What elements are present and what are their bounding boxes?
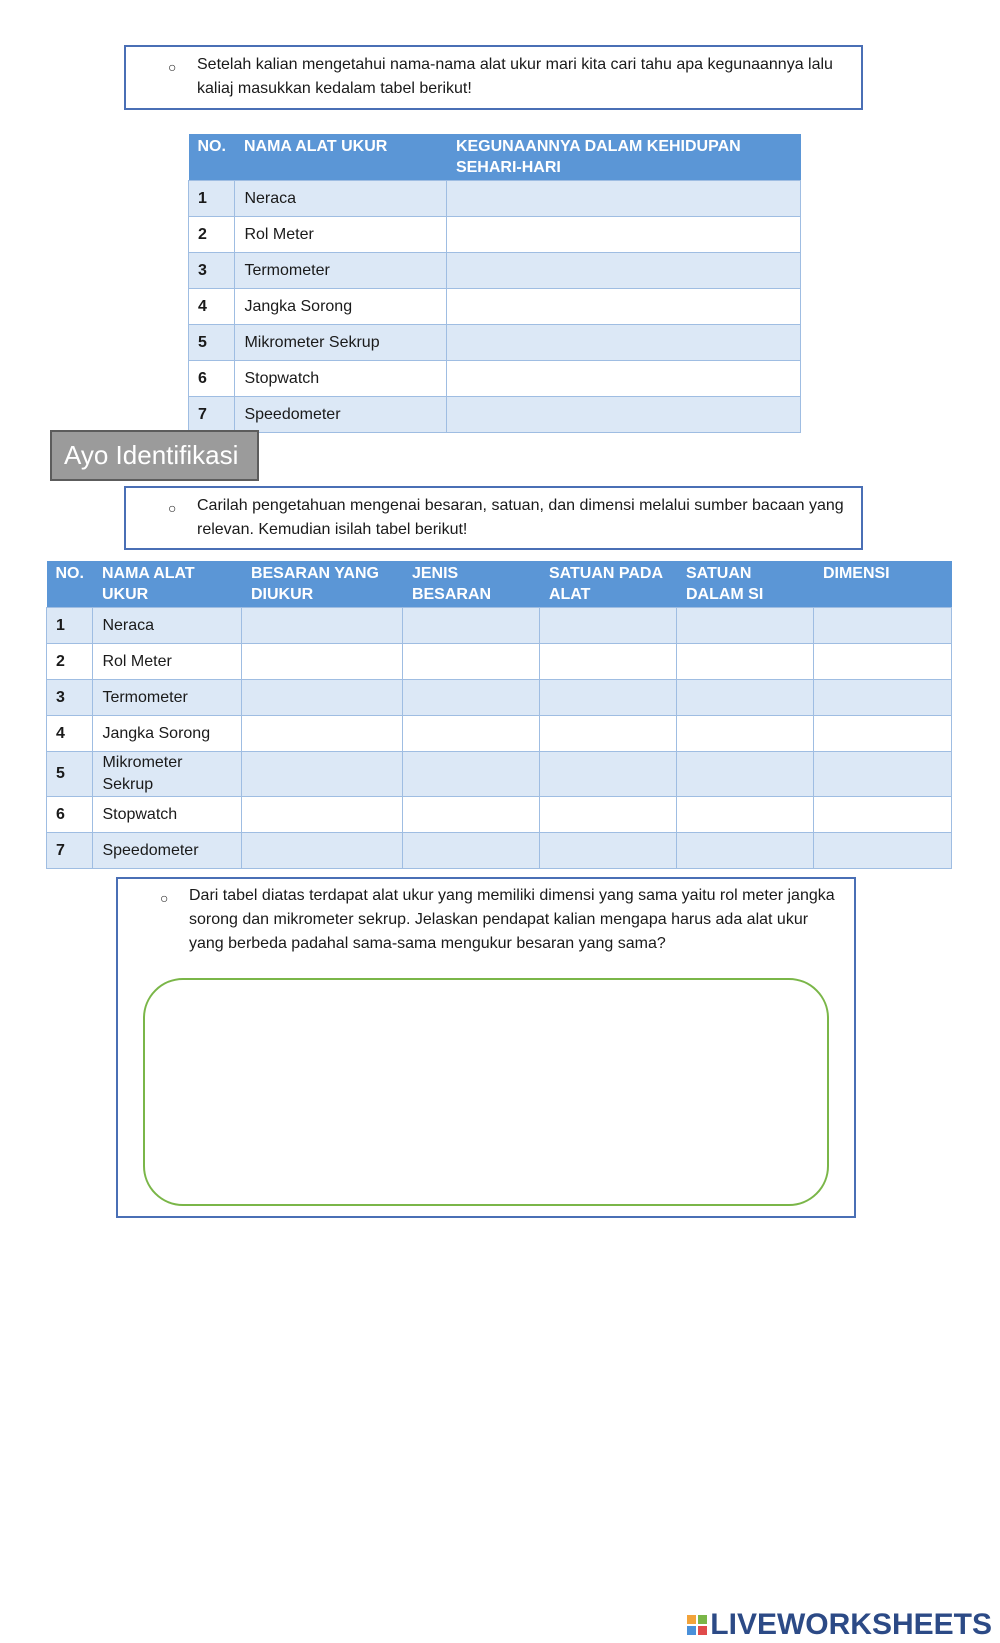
tool-name: Mikrometer Sekrup xyxy=(235,325,447,361)
unit-si-input[interactable] xyxy=(677,752,814,797)
usage-input[interactable] xyxy=(447,253,801,289)
quantity-type-input[interactable] xyxy=(403,797,540,833)
unit-si-input[interactable] xyxy=(677,644,814,680)
table-row xyxy=(47,608,952,644)
quantity-input[interactable] xyxy=(242,644,403,680)
table-row xyxy=(47,833,952,869)
bullet-icon: ○ xyxy=(168,59,177,75)
table-row xyxy=(189,217,801,253)
dimension-input[interactable] xyxy=(814,716,952,752)
dimension-input[interactable] xyxy=(814,797,952,833)
tool-name: Rol Meter xyxy=(235,217,447,253)
table-row xyxy=(189,361,801,397)
liveworksheets-logo xyxy=(687,1607,992,1643)
tool-name: Stopwatch xyxy=(93,797,242,833)
col-header-name: NAMA ALAT UKUR xyxy=(235,134,447,181)
table-row xyxy=(189,253,801,289)
dimension-input[interactable] xyxy=(814,644,952,680)
row-number: 4 xyxy=(189,289,235,325)
dimension-input[interactable] xyxy=(814,833,952,869)
row-number: 1 xyxy=(47,608,93,644)
quantity-input[interactable] xyxy=(242,680,403,716)
col-header-name: NAMA ALAT UKUR xyxy=(93,561,242,608)
tool-name: Jangka Sorong xyxy=(235,289,447,325)
table-row xyxy=(189,289,801,325)
section-title: Ayo Identifikasi xyxy=(50,430,259,481)
instruction-1-text: Setelah kalian mengetahui nama-nama alat ukur mari kita cari tahu apa kegunaannya lalu kaliaj masukkan kedalam tabel berikut! xyxy=(197,56,833,97)
instruction-3-text: Dari tabel diatas terdapat alat ukur yang memiliki dimensi yang sama yaitu rol meter jangka sorong dan mikrometer sekrup. Jelaskan pendapat kalian mengapa harus ada alat ukur yang berbeda padahal sama-sama mengukur besaran yang sama? xyxy=(189,887,835,952)
table-row xyxy=(47,680,952,716)
unit-si-input[interactable] xyxy=(677,716,814,752)
col-header-quantity-type: JENIS BESARAN xyxy=(403,561,540,608)
bullet-icon: ○ xyxy=(168,500,177,516)
tool-name: Stopwatch xyxy=(235,361,447,397)
tool-name: Neraca xyxy=(93,608,242,644)
row-number: 3 xyxy=(189,253,235,289)
usage-input[interactable] xyxy=(447,397,801,433)
row-number: 7 xyxy=(47,833,93,869)
row-number: 2 xyxy=(189,217,235,253)
usage-input[interactable] xyxy=(447,217,801,253)
row-number: 2 xyxy=(47,644,93,680)
tool-name: Neraca xyxy=(235,181,447,217)
unit-tool-input[interactable] xyxy=(540,608,677,644)
quantity-input[interactable] xyxy=(242,752,403,797)
unit-si-input[interactable] xyxy=(677,680,814,716)
tool-name: Rol Meter xyxy=(93,644,242,680)
row-number: 1 xyxy=(189,181,235,217)
quantity-type-input[interactable] xyxy=(403,716,540,752)
table-row xyxy=(47,797,952,833)
quantity-type-input[interactable] xyxy=(403,644,540,680)
quantity-type-input[interactable] xyxy=(403,833,540,869)
bullet-icon: ○ xyxy=(160,890,169,906)
col-header-dimension: DIMENSI xyxy=(814,561,952,608)
unit-tool-input[interactable] xyxy=(540,797,677,833)
table-row xyxy=(189,181,801,217)
row-number: 4 xyxy=(47,716,93,752)
usage-input[interactable] xyxy=(447,289,801,325)
usage-table-header xyxy=(189,134,801,181)
col-header-usage: KEGUNAANNYA DALAM KEHIDUPAN SEHARI-HARI xyxy=(447,134,801,181)
tool-name: Speedometer xyxy=(93,833,242,869)
identification-table xyxy=(46,561,952,869)
table-row xyxy=(189,397,801,433)
col-header-no: NO. xyxy=(47,561,93,608)
usage-input[interactable] xyxy=(447,361,801,397)
instruction-2-text: Carilah pengetahuan mengenai besaran, satuan, dan dimensi melalui sumber bacaan yang relevan. Kemudian isilah tabel berikut! xyxy=(197,497,844,538)
row-number: 3 xyxy=(47,680,93,716)
usage-table xyxy=(188,134,801,433)
unit-tool-input[interactable] xyxy=(540,644,677,680)
table-row xyxy=(47,644,952,680)
usage-input[interactable] xyxy=(447,181,801,217)
instruction-box-2 xyxy=(124,486,863,550)
dimension-input[interactable] xyxy=(814,608,952,644)
col-header-unit-tool: SATUAN PADA ALAT xyxy=(540,561,677,608)
row-number: 5 xyxy=(47,752,93,797)
tool-name: Termometer xyxy=(235,253,447,289)
row-number: 6 xyxy=(189,361,235,397)
logo-mark-icon xyxy=(687,1615,707,1635)
usage-input[interactable] xyxy=(447,325,801,361)
table-row xyxy=(47,716,952,752)
quantity-input[interactable] xyxy=(242,797,403,833)
table-row xyxy=(189,325,801,361)
table-row xyxy=(47,752,952,797)
answer-textbox[interactable] xyxy=(143,978,829,1206)
tool-name: Speedometer xyxy=(235,397,447,433)
quantity-input[interactable] xyxy=(242,833,403,869)
col-header-no: NO. xyxy=(189,134,235,181)
tool-name: Mikrometer Sekrup xyxy=(93,752,242,797)
quantity-type-input[interactable] xyxy=(403,608,540,644)
dimension-input[interactable] xyxy=(814,752,952,797)
unit-tool-input[interactable] xyxy=(540,680,677,716)
quantity-input[interactable] xyxy=(242,716,403,752)
unit-tool-input[interactable] xyxy=(540,752,677,797)
row-number: 5 xyxy=(189,325,235,361)
unit-tool-input[interactable] xyxy=(540,716,677,752)
unit-tool-input[interactable] xyxy=(540,833,677,869)
quantity-input[interactable] xyxy=(242,608,403,644)
quantity-type-input[interactable] xyxy=(403,752,540,797)
unit-si-input[interactable] xyxy=(677,833,814,869)
row-number: 7 xyxy=(189,397,235,433)
col-header-unit-si: SATUAN DALAM SI xyxy=(677,561,814,608)
row-number: 6 xyxy=(47,797,93,833)
col-header-quantity: BESARAN YANG DIUKUR xyxy=(242,561,403,608)
quantity-type-input[interactable] xyxy=(403,680,540,716)
tool-name: Jangka Sorong xyxy=(93,716,242,752)
unit-si-input[interactable] xyxy=(677,608,814,644)
instruction-box-1 xyxy=(124,45,863,110)
identification-table-header xyxy=(47,561,952,608)
logo-text: LIVEWORKSHEETS xyxy=(710,1608,992,1641)
dimension-input[interactable] xyxy=(814,680,952,716)
unit-si-input[interactable] xyxy=(677,797,814,833)
tool-name: Termometer xyxy=(93,680,242,716)
